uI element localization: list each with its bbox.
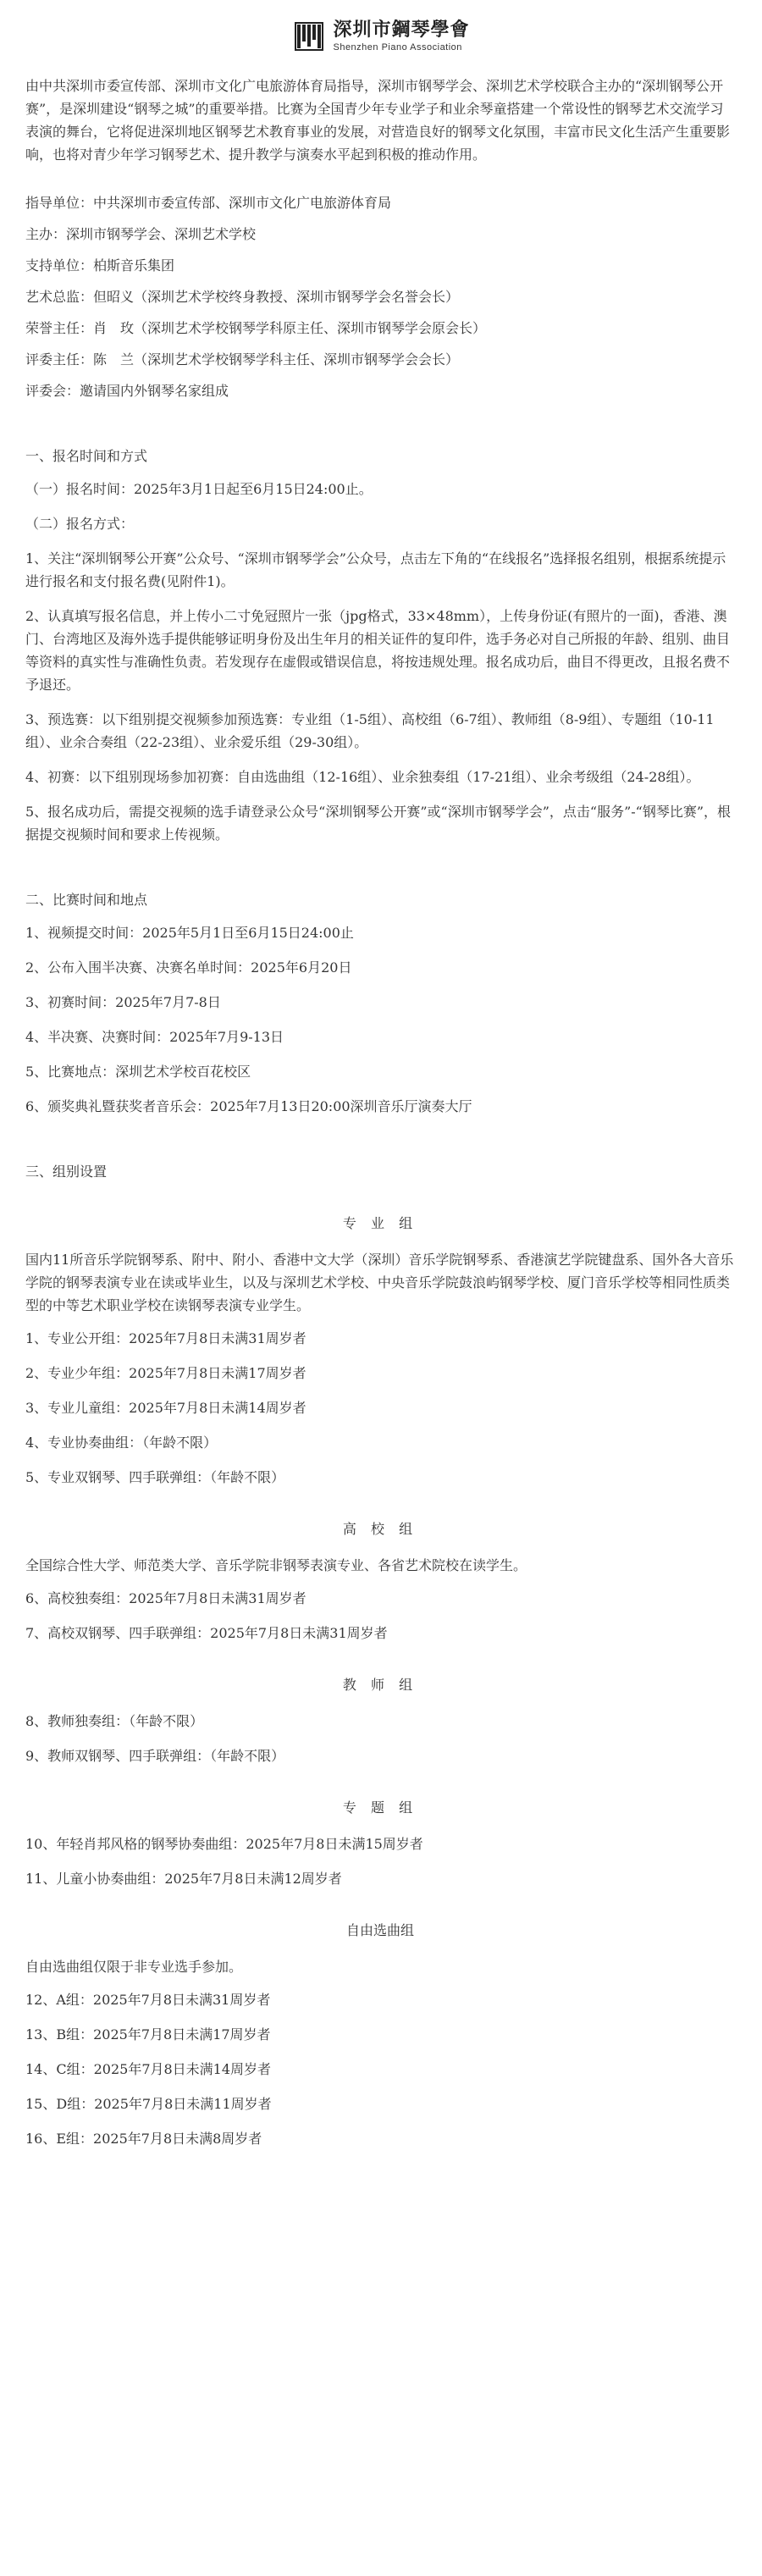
- meta-line: 评委会：邀请国内外钢琴名家组成: [25, 383, 229, 399]
- section-title-groups: 三、组别设置: [25, 1164, 108, 1180]
- list-item: 14、C组：2025年7月8日未满14周岁者: [25, 2061, 272, 2077]
- list-item: （二）报名方式：: [25, 516, 135, 532]
- list-item: 11、儿童小协奏曲组：2025年7月8日未满12周岁者: [25, 1871, 342, 1887]
- meta-line: 指导单位：中共深圳市委宣传部、深圳市文化广电旅游体育局: [25, 195, 392, 211]
- group-title-free-choice: 自由选曲组: [345, 1922, 414, 1938]
- list-item: 1、专业公开组：2025年7月8日未满31周岁者: [25, 1330, 306, 1346]
- meta-line: 评委主任：陈 兰（深圳艺术学校钢琴学科主任、深圳市钢琴学会会长）: [25, 351, 460, 368]
- list-item: 5、报名成功后，需提交视频的选手请登录公众号“深圳钢琴公开赛”或“深圳市钢琴学会”，点击“服务”-“钢琴比赛”，根据提交视频时间和要求上传视频。: [25, 804, 732, 843]
- professional-group-list: [25, 1327, 735, 1489]
- list-item: 1、视频提交时间：2025年5月1日至6月15日24:00止: [25, 925, 354, 941]
- list-item: 10、年轻肖邦风格的钢琴协奏曲组：2025年7月8日未满15周岁者: [25, 1836, 423, 1852]
- group-description: 全国综合性大学、师范类大学、音乐学院非钢琴表演专业、各省艺术院校在读学生。: [25, 1557, 527, 1573]
- special-group-list: [25, 1832, 735, 1890]
- logo-title-cn: 深圳市鋼琴學會: [333, 19, 470, 41]
- list-item: 4、半决赛、决赛时间：2025年7月9-13日: [25, 1029, 284, 1045]
- list-item: 3、预选赛：以下组别提交视频参加预选赛：专业组（1-5组）、高校组（6-7组）、教师组（8-9组）、专题组（10-11组）、业余合奏组（22-23组）、业余爱乐组（29-30组）。: [25, 711, 715, 750]
- list-item: 5、专业双钢琴、四手联弹组：（年龄不限）: [25, 1469, 285, 1485]
- section-title-registration: 一、报名时间和方式: [25, 448, 148, 464]
- meta-line: 支持单位：柏斯音乐集团: [25, 257, 175, 274]
- intro-paragraph: 由中共深圳市委宣传部、深圳市文化广电旅游体育局指导，深圳市钢琴学会、深圳艺术学校联合主办的“深圳钢琴公开赛”，是深圳建设“钢琴之城”的重要举措。比赛为全国青少年专业学子和业余琴童搭建一个常设性的钢琴艺术交流学习表演的舞台，它将促进深圳地区钢琴艺术教育事业的发展，对营造良好的钢琴文化氛围，丰富市民文化生活产生重要影响，也将对青少年学习钢琴艺术、提升教学与演奏水平起到积极的推动作用。: [25, 78, 731, 163]
- list-item: 15、D组：2025年7月8日未满11周岁者: [25, 2096, 272, 2112]
- list-item: 5、比赛地点：深圳艺术学校百花校区: [25, 1064, 251, 1080]
- group-title-special: 专 题 组: [342, 1799, 418, 1816]
- teacher-group-list: [25, 1710, 735, 1767]
- list-item: 6、高校独奏组：2025年7月8日未满31周岁者: [25, 1590, 306, 1606]
- schedule-list: [25, 921, 735, 1118]
- group-description: 自由选曲组仅限于非专业选手参加。: [25, 1959, 243, 1975]
- list-item: 13、B组：2025年7月8日未满17周岁者: [25, 2026, 271, 2043]
- list-item: 7、高校双钢琴、四手联弹组：2025年7月8日未满31周岁者: [25, 1625, 388, 1641]
- logo-title-en: Shenzhen Piano Association: [333, 41, 462, 53]
- list-item: 8、教师独奏组：（年龄不限）: [25, 1713, 204, 1729]
- group-title-teacher: 教 师 组: [342, 1677, 418, 1693]
- university-group-list: [25, 1587, 735, 1645]
- list-item: 3、初赛时间：2025年7月7-8日: [25, 994, 221, 1010]
- list-item: 6、颁奖典礼暨获奖者音乐会：2025年7月13日20:00深圳音乐厅演奏大厅: [25, 1098, 472, 1114]
- list-item: 12、A组：2025年7月8日未满31周岁者: [25, 1992, 271, 2008]
- list-item: （一）报名时间：2025年3月1日起至6月15日24:00止。: [25, 481, 373, 497]
- group-description: 国内11所音乐学院钢琴系、附中、附小、香港中文大学（深圳）音乐学院钢琴系、香港演艺学院键盘系、国外各大音乐学院的钢琴表演专业在读或毕业生，以及与深圳艺术学校、中央音乐学院鼓浪屿钢琴学校、厦门音乐学校等相同性质类型的中等艺术职业学校在读钢琴表演专业学生。: [25, 1252, 734, 1313]
- meta-line: 主办：深圳市钢琴学会、深圳艺术学校: [25, 226, 257, 242]
- group-title-university: 高 校 组: [342, 1521, 418, 1537]
- list-item: 4、专业协奏曲组：（年龄不限）: [25, 1434, 218, 1451]
- list-item: 2、认真填写报名信息，并上传小二寸免冠照片一张（jpg格式，33×48mm），上传身份证(有照片的一面)，香港、澳门、台湾地区及海外选手提供能够证明身份及出生年月的相关证件的复印件，选手务必对自己所报的年龄、组别、曲目等资料的真实性与准确性负责。若发现存在虚假或错误信息，将按违规处理。报名成功后，曲目不得更改，且报名费不予退还。: [25, 608, 731, 693]
- article-body: [0, 75, 762, 2150]
- organizer-info: [25, 191, 735, 402]
- piano-logo-icon: [292, 19, 326, 53]
- logo-text: [333, 21, 469, 53]
- list-item: 1、关注“深圳钢琴公开赛”公众号、“深圳市钢琴学会”公众号，点击左下角的“在线报名”选择报名组别，根据系统提示进行报名和支付报名费(见附件1)。: [25, 550, 726, 589]
- meta-line: 艺术总监：但昭义（深圳艺术学校终身教授、深圳市钢琴学会名誉会长）: [25, 289, 460, 305]
- list-item: 2、公布入围半决赛、决赛名单时间：2025年6月20日: [25, 959, 352, 976]
- meta-line: 荣誉主任：肖 玫（深圳艺术学校钢琴学科原主任、深圳市钢琴学会原会长）: [25, 320, 487, 336]
- logo: [292, 19, 469, 53]
- registration-list: [25, 478, 735, 846]
- section-title-schedule: 二、比赛时间和地点: [25, 892, 148, 908]
- list-item: 16、E组：2025年7月8日未满8周岁者: [25, 2131, 262, 2147]
- list-item: 3、专业儿童组：2025年7月8日未满14周岁者: [25, 1400, 306, 1416]
- list-item: 2、专业少年组：2025年7月8日未满17周岁者: [25, 1365, 306, 1381]
- group-title-professional: 专 业 组: [342, 1215, 418, 1231]
- list-item: 4、初赛：以下组别现场参加初赛：自由选曲组（12-16组）、业余独奏组（17-21组）、业余考级组（24-28组）。: [25, 769, 700, 785]
- header: [0, 0, 762, 73]
- list-item: 9、教师双钢琴、四手联弹组：（年龄不限）: [25, 1748, 285, 1764]
- free-choice-group-list: [25, 1988, 735, 2150]
